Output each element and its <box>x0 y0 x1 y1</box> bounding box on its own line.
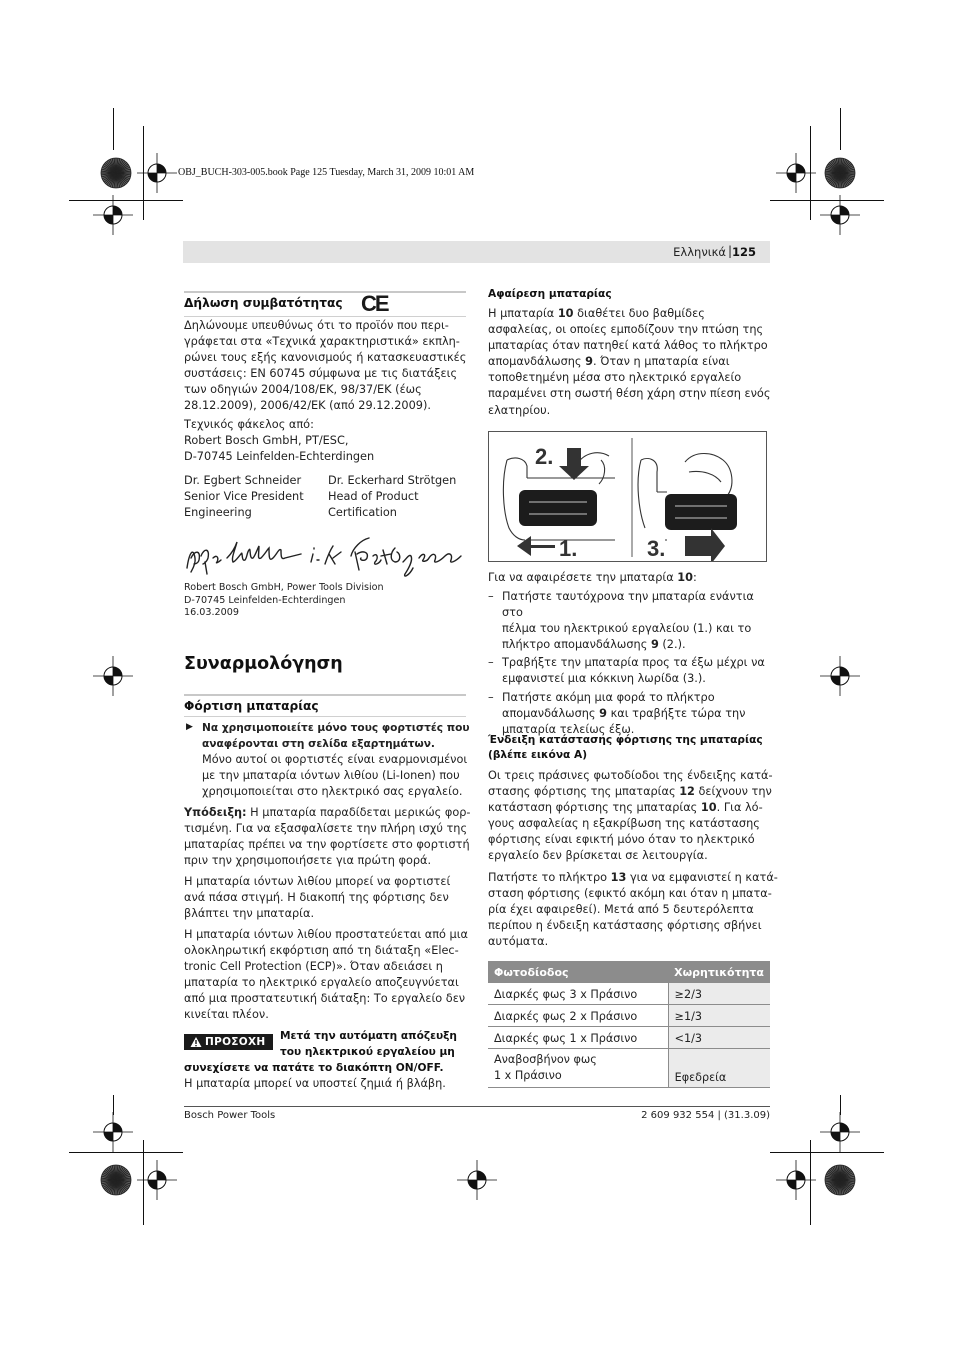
charging-anytime-text: Η μπαταρία ιόντων λιθίου μπορεί να φορτιστεί ανά πάσα στιγμή. Η διακοπή της φόρτισης δεν βλάπτει την μπαταρία. <box>184 875 451 921</box>
battery-removal-figure <box>488 431 767 562</box>
removal-heading: Αφαίρεση μπαταρίας <box>488 288 612 300</box>
company-address: Robert Bosch GmbH, Power Tools Division D-70745 Leinfelden-Echterdingen 16.03.2009 <box>184 582 384 618</box>
table-cell: ≥1/3 <box>668 1005 770 1027</box>
crop-line <box>810 1140 811 1225</box>
figure-label-1: 1. <box>559 536 578 561</box>
registration-star-icon <box>824 1164 856 1196</box>
table-header: Χωρητικότητα <box>668 961 770 983</box>
registration-cross-icon <box>820 1112 860 1152</box>
footer-rule <box>184 1106 770 1107</box>
conformity-title: Δήλωση συμβατότητας <box>184 296 343 310</box>
table-header: Φωτοδίοδος <box>488 961 668 983</box>
header-page-number: 125 <box>731 245 756 259</box>
registration-star-icon <box>100 157 132 189</box>
registration-cross-icon <box>93 656 133 696</box>
warning-label: ΠΡΟΣΟΧΗ <box>205 1036 266 1048</box>
battery-removal-illustration <box>489 432 767 562</box>
warning-bold-2: του ηλεκτρικού εργαλείου μη <box>280 1046 455 1058</box>
charging-rule <box>184 694 466 696</box>
signer-2: Dr. Eckerhard Strötgen Head of Product Certification <box>328 474 457 520</box>
charging-subrule <box>184 716 466 717</box>
section-subrule <box>184 316 466 317</box>
ecp-protection-text: Η μπαταρία ιόντων λιθίου προστατεύεται από μια ολοκληρωτική εκφόρτιση από τη διάταξη «Elec- tronic Cell Protection (ECP)». Όταν αδειάσει η μπαταρία το ηλεκτρικό εργαλείο αποζευγνύεται από μια προστατευτική διάταξη: Το εργαλείο δεν κινείται πλέον. <box>184 928 468 1022</box>
registration-cross-icon <box>93 1112 133 1152</box>
table-cell: Διαρκές φως 2 x Πράσινο <box>488 1005 668 1027</box>
crop-line <box>840 108 841 150</box>
table-row <box>488 1005 770 1027</box>
led-capacity-table <box>488 961 770 1088</box>
warning-triangle-icon <box>190 1036 202 1048</box>
registration-cross-icon <box>820 195 860 235</box>
assembly-heading: Συναρμολόγηση <box>184 654 343 674</box>
table-row <box>488 983 770 1005</box>
ce-mark: CE <box>361 291 388 316</box>
crop-line <box>69 1152 183 1153</box>
table-row <box>488 1049 770 1088</box>
indicator-text: Οι τρεις πράσινες φωτοδίοδοι της ένδειξης κατά- στασης φόρτισης της μπαταρίας 12 δείχνουν την κατάσταση φόρτισης της μπαταρίας 10. Για λό- γους ασφαλείας η εξακρίβωση της κατάστασης φόρτισης είναι εφικτή μόνο όταν το ηλεκτρικό εργαλείο δεν βρίσκεται σε λειτουργία. <box>488 769 773 863</box>
warning-bold-3: συνεχίσετε να πατάτε το διακόπτη ON/OFF. <box>184 1062 444 1074</box>
removal-step: – Πατήστε ταυτόχρονα την μπαταρία ενάντια στο πέλμα του ηλεκτρικού εργαλείου (1.) και το πλήκτρο απομανδάλωσης 9 (2.). <box>488 590 754 652</box>
table-cell: Αναβοσβήνον φως 1 x Πράσινο <box>488 1049 668 1088</box>
crop-line <box>770 1152 884 1153</box>
crop-line <box>770 200 884 201</box>
handwritten-signatures <box>183 528 473 580</box>
bullet-triangle-icon: ▶ <box>186 722 193 732</box>
crop-line <box>810 126 811 220</box>
table-cell: Διαρκές φως 3 x Πράσινο <box>488 983 668 1005</box>
header-separator: | <box>727 244 732 258</box>
removal-step: – Πατήστε ακόμη μια φορά το πλήκτρο απομανδάλωσης 9 και τραβήξτε τώρα την μπαταρία τελείως έξω. <box>488 690 746 736</box>
crop-line <box>143 126 144 220</box>
crop-line <box>113 108 114 150</box>
registration-star-icon <box>100 1164 132 1196</box>
footer-right: 2 609 932 554 | (31.3.09) <box>641 1110 770 1121</box>
registration-star-icon <box>824 157 856 189</box>
figure-label-2: 2. <box>535 444 554 469</box>
warning-text: Η μπαταρία μπορεί να υποστεί ζημιά ή βλάβη. <box>184 1077 446 1090</box>
crop-line <box>840 1095 841 1115</box>
indicator-heading: Ένδειξη κατάστασης φόρτισης της μπαταρίας (βλέπε εικόνα A) <box>488 734 763 761</box>
charger-bullet: Να χρησιμοποιείτε μόνο τους φορτιστές που αναφέρονται στη σελίδα εξαρτημάτων. Μόνο αυτοί οι φορτιστές είναι εναρμονισμένοι με την μπαταρία ιόντων λιθίου (Li-Ionen) που χρησιμοποιείται στο ηλεκτρικό σας εργαλείο. <box>202 722 470 799</box>
crop-line <box>143 1140 144 1225</box>
figure-label-3: 3. <box>647 536 666 561</box>
technical-file: Τεχνικός φάκελος από: Robert Bosch GmbH, PT/ESC, D-70745 Leinfelden-Echterdingen <box>184 418 375 464</box>
indicator-button-text: Πατήστε το πλήκτρο 13 για να εμφανιστεί η κατά- σταση φόρτισης (εφικτό ακόμη και όταν η μπατα- ρία έχει αφαιρεθεί). Μετά από 5 δευτερόλεπτα περίπου η ένδειξη κατάστασης φόρτισης σβήνει αυτόματα. <box>488 871 778 949</box>
crop-line <box>113 1095 114 1115</box>
registration-cross-icon <box>457 1160 497 1200</box>
removal-step: – Τραβήξτε την μπαταρία προς τα έξω μέχρι να εμφανιστεί μια κόκκινη λωρίδα (3.). <box>488 656 765 686</box>
conformity-text: Δηλώνουμε υπευθύνως ότι το προϊόν που περι- γράφεται στα «Τεχνικά χαρακτηριστικά» εκπλη- ρώνει τους εξής κανονισμούς ή κατασκευαστικές συστάσεις: EN 60745 σύμφωνα με τις διατάξεις των οδηγιών 2004/108/ΕΚ, 98/37/ΕΚ (έως 28.12.2009), 2006/42/ΕΚ (από 29.12.2009). <box>184 319 467 413</box>
warning-bold-1: Μετά την αυτόματη απόζευξη <box>280 1030 457 1042</box>
registration-cross-icon <box>93 195 133 235</box>
book-info-line: OBJ_BUCH-303-005.book Page 125 Tuesday, March 31, 2009 10:01 AM <box>178 167 475 178</box>
signer-1: Dr. Egbert Schneider Senior Vice President Engineering <box>184 474 304 520</box>
page-header-bar <box>183 241 770 263</box>
removal-steps <box>488 589 778 738</box>
table-header-row <box>488 961 770 983</box>
table-cell: ≥2/3 <box>668 983 770 1005</box>
header-language: Ελληνικά <box>673 245 726 259</box>
table-row <box>488 1027 770 1049</box>
removal-intro: Για να αφαιρέσετε την μπαταρία 10: <box>488 571 697 584</box>
table-cell: Εφεδρεία <box>668 1049 770 1088</box>
removal-text: Η μπαταρία 10 διαθέτει δυο βαθμίδες ασφαλείας, οι οποίες εμποδίζουν την πτώση της μπαταρίας όταν πατηθεί κατά λάθος το πλήκτρο απομανδάλωσης 9. Όταν η μπαταρία είναι τοποθετημένη μέσα στο ηλεκτρικό εργαλείο παραμένει στη σωστή θέση χάρη στην πίεση ενός ελατηρίου. <box>488 307 771 417</box>
table-cell: <1/3 <box>668 1027 770 1049</box>
section-rule <box>184 291 466 293</box>
footer-left: Bosch Power Tools <box>184 1110 276 1121</box>
charging-heading: Φόρτιση μπαταρίας <box>184 699 319 713</box>
crop-line <box>69 200 183 201</box>
warning-badge <box>184 1034 273 1050</box>
table-cell: Διαρκές φως 1 x Πράσινο <box>488 1027 668 1049</box>
registration-cross-icon <box>820 656 860 696</box>
charging-note: Υπόδειξη: Η μπαταρία παραδίδεται μερικώς φορ- τισμένη. Για να εξασφαλίσετε την πλήρη ισχύ της μπαταρίας πρέπει να την φορτίσετε στο φορτιστή πριν την χρησιμοποιήσετε για πρώτη φορά. <box>184 806 471 868</box>
